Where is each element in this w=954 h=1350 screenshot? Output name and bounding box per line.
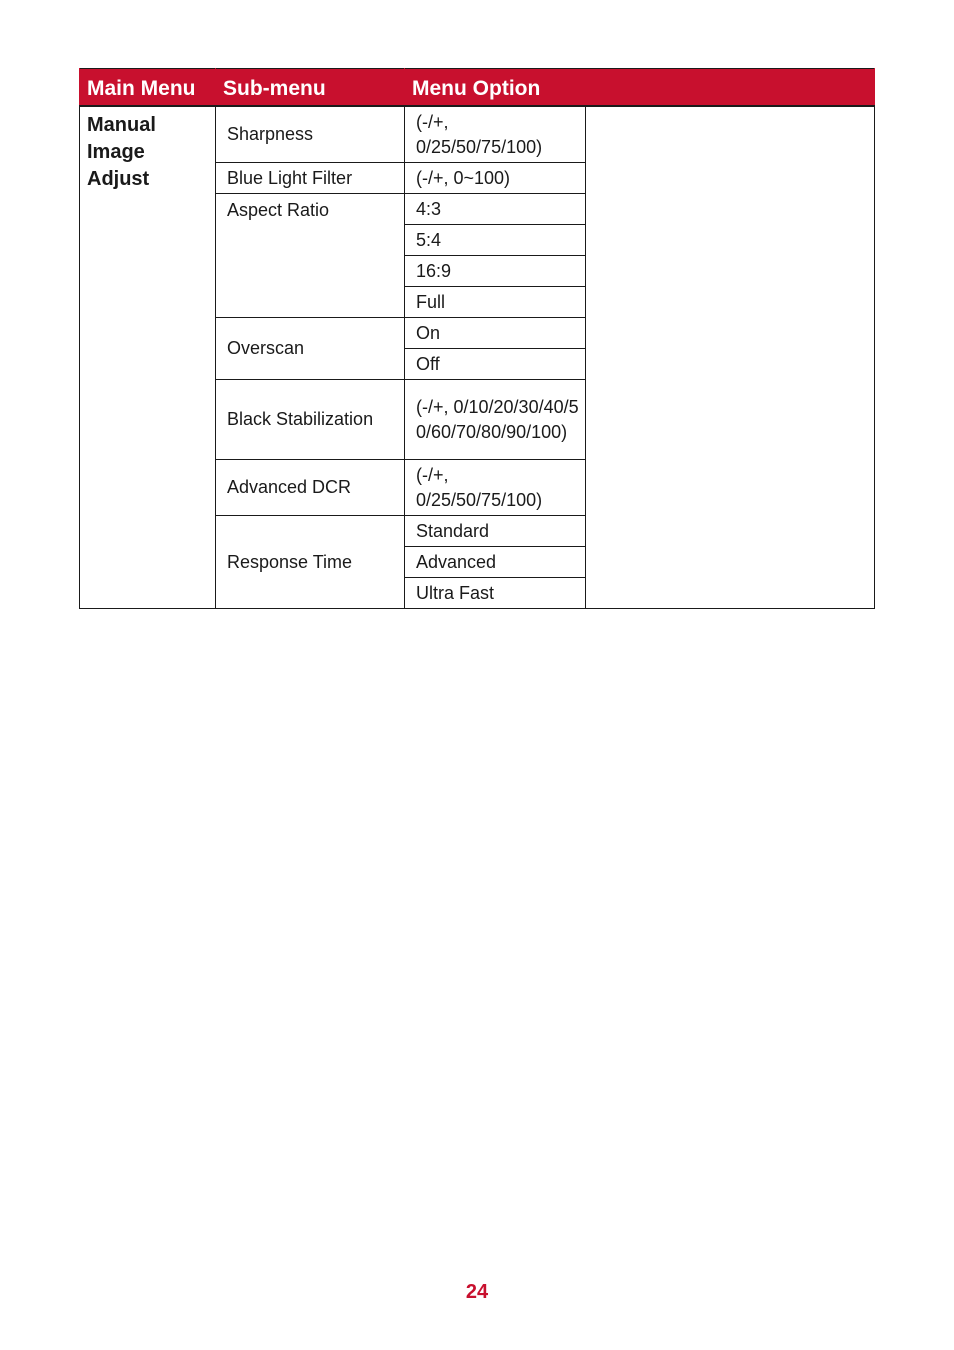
option-aspect-16-9: 16:9 (405, 256, 586, 287)
option-response-ultra-fast: Ultra Fast (405, 578, 586, 609)
submenu-black-stabilization: Black Stabilization (216, 380, 405, 460)
menu-table (79, 68, 875, 609)
option-sharpness-range: (-/+, 0/25/50/75/100) (405, 106, 586, 163)
option-black-stabilization-range: (-/+, 0/10/20/30/40/50/60/70/80/90/100) (405, 380, 586, 460)
option-response-advanced: Advanced (405, 547, 586, 578)
option-overscan-on: On (405, 318, 586, 349)
submenu-sharpness: Sharpness (216, 106, 405, 163)
option-response-standard: Standard (405, 516, 586, 547)
submenu-advanced-dcr: Advanced DCR (216, 460, 405, 516)
header-menu-option: Menu Option (405, 69, 875, 107)
option-blue-light-range: (-/+, 0~100) (405, 163, 586, 194)
option-advanced-dcr-range: (-/+, 0/25/50/75/100) (405, 460, 586, 516)
header-main-menu: Main Menu (80, 69, 216, 107)
option-aspect-full: Full (405, 287, 586, 318)
main-menu-cell: Manual Image Adjust (80, 106, 216, 609)
header-sub-menu: Sub-menu (216, 69, 405, 107)
table-header-row (80, 69, 875, 107)
page-number: 24 (465, 1281, 489, 1303)
submenu-aspect-ratio: Aspect Ratio (216, 194, 405, 318)
submenu-response-time: Response Time (216, 516, 405, 609)
option-aspect-5-4: 5:4 (405, 225, 586, 256)
submenu-overscan: Overscan (216, 318, 405, 380)
option-aspect-4-3: 4:3 (405, 194, 586, 225)
option-overscan-off: Off (405, 349, 586, 380)
table-row (80, 106, 875, 163)
blank-column (586, 106, 875, 609)
submenu-blue-light-filter: Blue Light Filter (216, 163, 405, 194)
